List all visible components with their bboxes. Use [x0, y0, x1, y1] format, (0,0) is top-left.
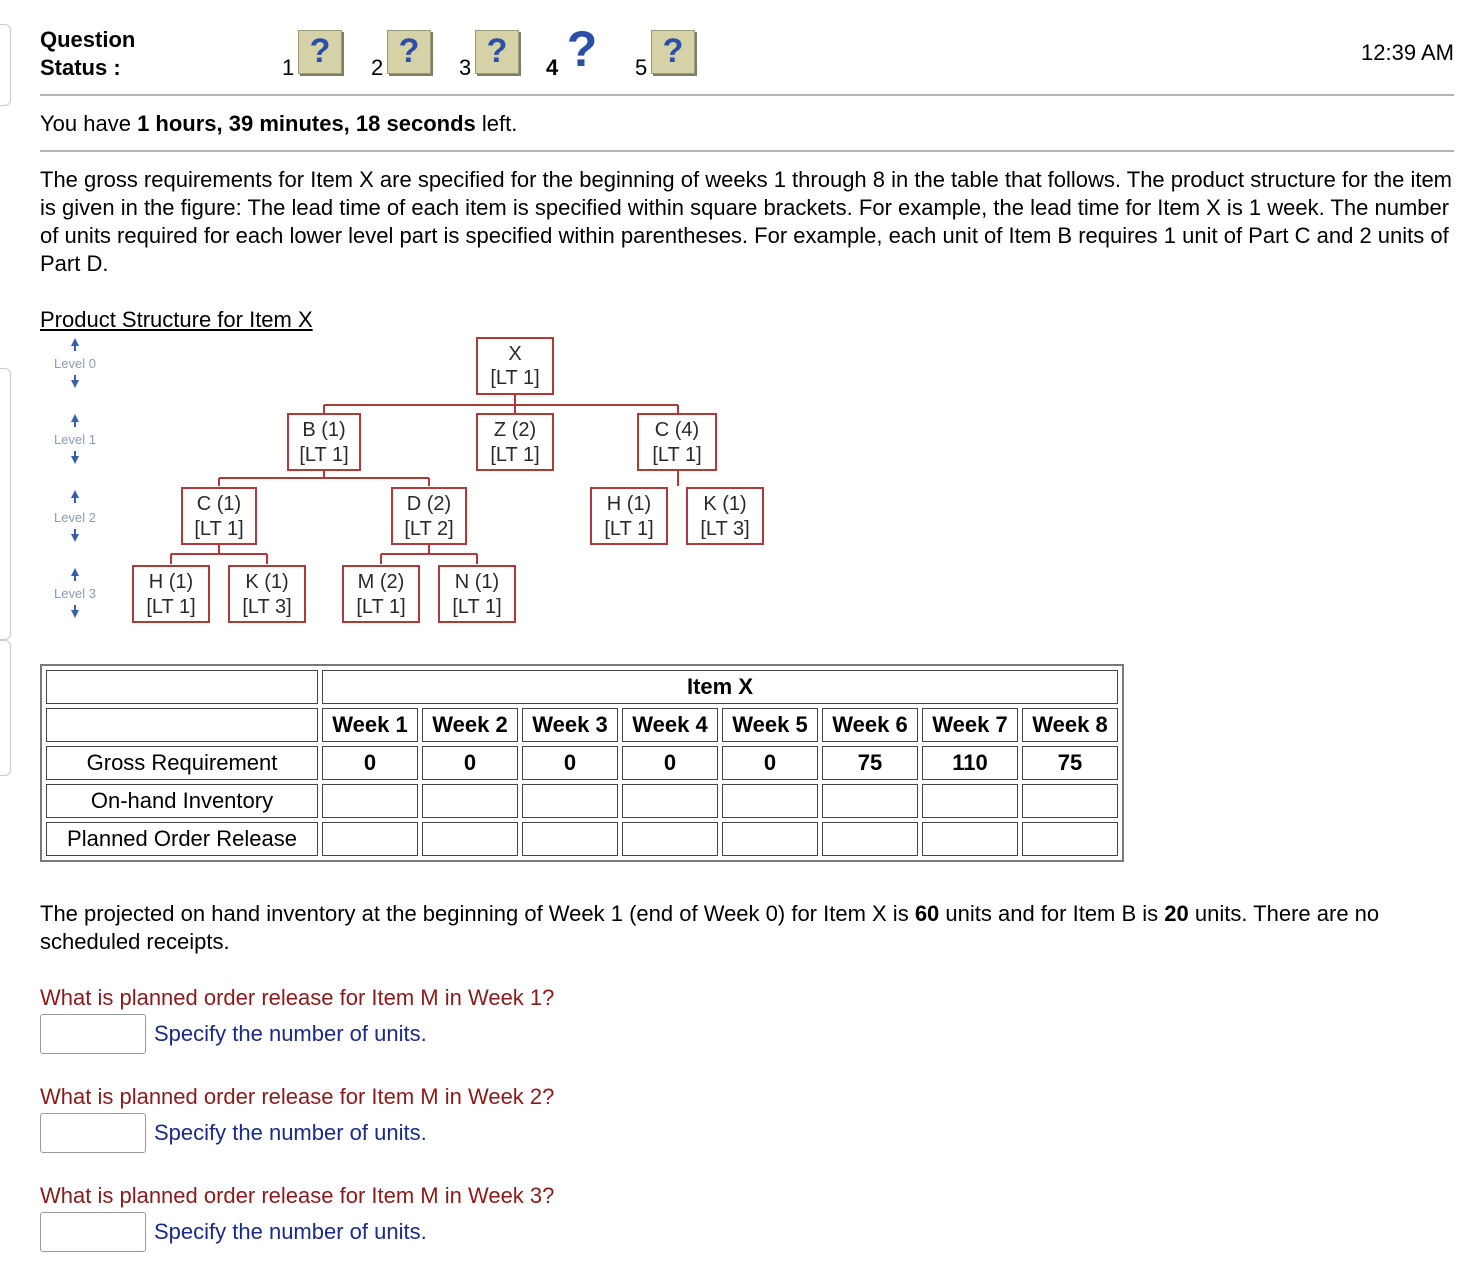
- on-hand-inventory-row: [46, 784, 1118, 818]
- table-cell: [722, 784, 818, 818]
- svg-text:[LT 1]: [LT 1]: [604, 518, 654, 540]
- window-edge: [0, 640, 11, 776]
- node-n: [439, 566, 515, 622]
- table-cell: 0: [622, 746, 718, 780]
- node-d: [392, 488, 466, 544]
- question-number: 5: [635, 55, 648, 80]
- level-label: Level 2: [54, 510, 96, 525]
- table-cell: [522, 822, 618, 856]
- node-m: [343, 566, 419, 622]
- svg-text:[LT 2]: [LT 2]: [404, 518, 454, 540]
- question-number-current: 4: [546, 55, 559, 80]
- svg-text:D (2): D (2): [406, 493, 452, 515]
- node-c-level2: [182, 488, 256, 544]
- svg-text:B (1): B (1): [302, 419, 346, 441]
- level-0-indicator: [54, 338, 96, 388]
- time-remaining-value: 1 hours, 39 minutes, 18 seconds: [137, 111, 476, 136]
- question-2-button[interactable]: ?: [387, 30, 431, 74]
- week-header: Week 2: [422, 708, 518, 742]
- table-cell: [922, 784, 1018, 818]
- item-b-inventory: 20: [1164, 901, 1189, 926]
- node-x: [477, 338, 553, 394]
- table-cell: [322, 784, 418, 818]
- question-1-button[interactable]: ?: [298, 30, 342, 74]
- question-3-answer-input[interactable]: [40, 1212, 146, 1252]
- svg-text:[LT 1]: [LT 1]: [299, 444, 349, 466]
- table-cell: [1022, 822, 1118, 856]
- clock: 12:39 AM: [1361, 40, 1454, 65]
- window-edge: [0, 368, 11, 640]
- week-header: Week 3: [522, 708, 618, 742]
- node-z: [477, 414, 553, 470]
- node-k-level2: [687, 488, 763, 544]
- svg-text:[LT 1]: [LT 1]: [652, 444, 702, 466]
- svg-text:[LT 3]: [LT 3]: [700, 518, 750, 540]
- gross-requirement-row: [46, 746, 1118, 780]
- table-cell: 0: [422, 746, 518, 780]
- svg-text:C (1): C (1): [196, 493, 242, 515]
- svg-text:M (2): M (2): [357, 571, 405, 593]
- mrp-table: [40, 664, 1124, 862]
- svg-text:H (1): H (1): [606, 493, 652, 515]
- node-k-level3: [229, 566, 305, 622]
- level-label: Level 3: [54, 586, 96, 601]
- question-number: 3: [459, 55, 472, 80]
- svg-text:K (1): K (1): [245, 571, 289, 593]
- product-structure-title: Product Structure for Item X: [40, 307, 313, 332]
- svg-text:[LT 3]: [LT 3]: [242, 596, 292, 618]
- week-header: Week 8: [1022, 708, 1118, 742]
- table-cell: [922, 822, 1018, 856]
- level-label: Level 0: [54, 356, 96, 371]
- table-cell-empty: [46, 670, 318, 704]
- table-cell: [422, 784, 518, 818]
- node-b: [288, 414, 360, 470]
- level-label: Level 1: [54, 432, 96, 447]
- question-status-label: Question Status :: [40, 27, 136, 80]
- table-cell: 0: [522, 746, 618, 780]
- question-3-button[interactable]: ?: [475, 30, 519, 74]
- question-2-text: What is planned order release for Item M in Week 2?: [40, 1084, 555, 1109]
- question-number: 1: [282, 55, 295, 80]
- question-2-hint: Specify the number of units.: [154, 1120, 427, 1145]
- table-cell: [422, 822, 518, 856]
- question-4-current-marker[interactable]: ?: [566, 21, 598, 77]
- window-edge: [0, 24, 11, 106]
- week-header: Week 1: [322, 708, 418, 742]
- svg-text:H (1): H (1): [148, 571, 194, 593]
- question-1-hint: Specify the number of units.: [154, 1021, 427, 1046]
- question-5-button[interactable]: ?: [651, 30, 695, 74]
- node-h-level2: [591, 488, 667, 544]
- week-header: Week 5: [722, 708, 818, 742]
- table-row: [46, 670, 1118, 704]
- question-1-text: What is planned order release for Item M in Week 1?: [40, 985, 555, 1010]
- node-c-level1: [638, 414, 716, 470]
- svg-text:C (4): C (4): [654, 419, 700, 441]
- table-cell: 0: [722, 746, 818, 780]
- svg-text:K (1): K (1): [703, 493, 747, 515]
- table-cell: 75: [822, 746, 918, 780]
- divider: [40, 150, 1454, 152]
- table-cell: 75: [1022, 746, 1118, 780]
- svg-text:N (1): N (1): [454, 571, 500, 593]
- week-header: Week 6: [822, 708, 918, 742]
- svg-text:[LT 1]: [LT 1]: [146, 596, 196, 618]
- row-label: Gross Requirement: [46, 746, 318, 780]
- node-h-level3: [133, 566, 209, 622]
- item-header: Item X: [322, 670, 1118, 704]
- row-label: Planned Order Release: [46, 822, 318, 856]
- question-1-answer-input[interactable]: [40, 1014, 146, 1054]
- table-cell-empty: [46, 708, 318, 742]
- inventory-note: The projected on hand inventory at the beginning of Week 1 (end of Week 0) for Item X is 60 units and for Item B is 20 units. There are no scheduled receipts.: [40, 901, 1380, 954]
- svg-text:X: X: [508, 343, 522, 365]
- table-cell: [522, 784, 618, 818]
- row-label: On-hand Inventory: [46, 784, 318, 818]
- question-3-hint: Specify the number of units.: [154, 1219, 427, 1244]
- question-3-text: What is planned order release for Item M in Week 3?: [40, 1183, 555, 1208]
- question-number: 2: [371, 55, 384, 80]
- item-x-inventory: 60: [914, 901, 940, 926]
- week-header: Week 4: [622, 708, 718, 742]
- planned-order-release-row: [46, 822, 1118, 856]
- table-cell: [322, 822, 418, 856]
- level-2-indicator: [54, 490, 96, 542]
- table-row: [46, 708, 1118, 742]
- question-2-answer-input[interactable]: [40, 1113, 146, 1153]
- table-cell: 0: [322, 746, 418, 780]
- table-cell: [722, 822, 818, 856]
- time-remaining: You have 1 hours, 39 minutes, 18 seconds left.: [40, 111, 518, 136]
- svg-text:[LT 1]: [LT 1]: [356, 596, 406, 618]
- table-cell: [822, 784, 918, 818]
- svg-text:[LT 1]: [LT 1]: [194, 518, 244, 540]
- table-cell: [822, 822, 918, 856]
- svg-text:[LT 1]: [LT 1]: [490, 444, 540, 466]
- table-cell: [1022, 784, 1118, 818]
- table-cell: [622, 822, 718, 856]
- level-3-indicator: [54, 568, 96, 618]
- table-cell: [622, 784, 718, 818]
- table-cell: 110: [922, 746, 1018, 780]
- divider: [40, 94, 1454, 96]
- week-header: Week 7: [922, 708, 1018, 742]
- level-1-indicator: [54, 414, 96, 464]
- svg-text:[LT 1]: [LT 1]: [490, 367, 540, 389]
- svg-text:[LT 1]: [LT 1]: [452, 596, 502, 618]
- svg-text:Z (2): Z (2): [493, 419, 537, 441]
- problem-intro: The gross requirements for Item X are specified for the beginning of weeks 1 through 8 in the table that follows. The product structure for the item is given in the figure: The lead time of each item is specified within square brackets. For example, the lead time for Item X is 1 week. The number of units required for each lower level part is specified within parentheses. For example, each unit of Item B requires 1 unit of Part C and 2 units of Part D.: [40, 167, 1453, 276]
- product-structure-diagram: [40, 334, 780, 630]
